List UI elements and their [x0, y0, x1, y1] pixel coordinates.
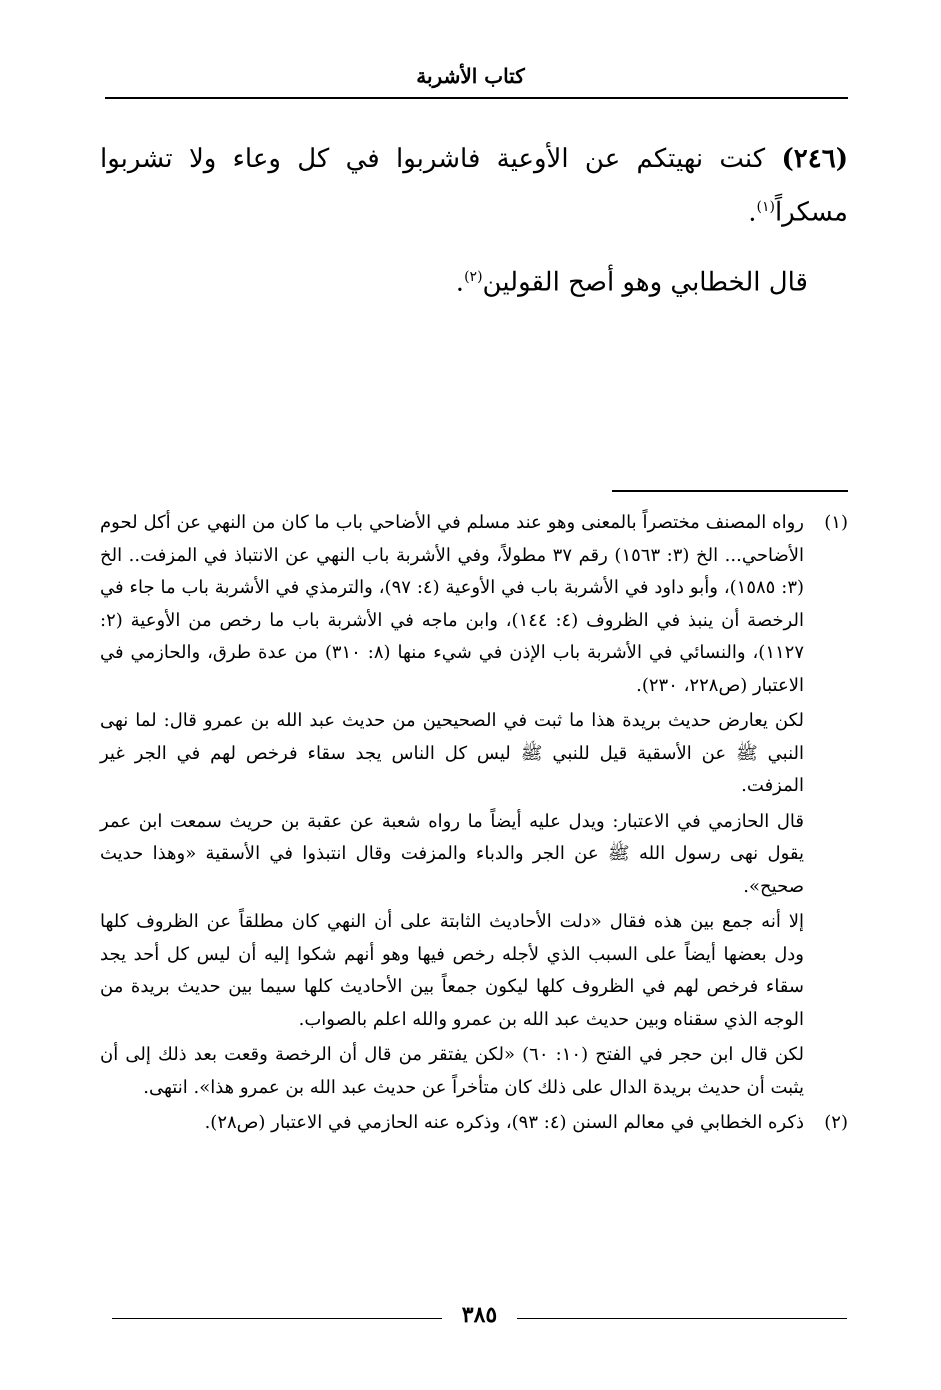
footnote-paragraph: قال الحازمي في الاعتبار: ويدل عليه أيضاً ما رواه شعبة عن عقبة بن حريث سمعت ابن عمر يقول نهى رسول الله ﷺ عن الجر والدباء والمزفت وقال انتبذوا في الأسقية «وهذا حديث صحيح». [100, 810, 804, 897]
footnote-paragraph: ذكره الخطابي في معالم السنن (٤: ٩٣)، وذكره عنه الحازمي في الاعتبار (ص٢٨). [204, 1112, 804, 1133]
footnote-ref-1: (١) [756, 199, 775, 215]
footnote-paragraph: لكن قال ابن حجر في الفتح (١٠: ٦٠) «لكن يفتقر من قال أن الرخصة وقعت بعد ذلك إلى أن يثبت أن حديث بريدة الدال على ذلك كان متأخراً عن حديث عبد الله بن عمرو هذا». انتهى. [100, 1044, 804, 1098]
footnote-body [100, 507, 804, 1107]
footer-rule-left [112, 1318, 442, 1319]
quote-text: قال الخطابي وهو أصح القولين [482, 267, 808, 298]
footnote-number: (١) [824, 512, 848, 533]
page-number: ٣٨٥ [461, 1302, 498, 1328]
quote-paragraph [100, 253, 848, 307]
hadith-number: (٢٤٦) [781, 144, 848, 174]
footnote-number: (٢) [824, 1112, 848, 1133]
footnote-ref-2: (٢) [464, 268, 483, 285]
footnote-separator [612, 490, 848, 492]
running-header-title: كتاب الأشربة [416, 64, 525, 88]
quote-end: . [455, 267, 465, 298]
footnote-1 [100, 507, 848, 1107]
main-text [100, 135, 848, 322]
page-footer [112, 1300, 852, 1330]
footnote-paragraph: رواه المصنف مختصراً بالمعنى وهو عند مسلم في الأضاحي باب ما كان من النهي عن أكل لحوم الأضاحي... الخ (٣: ١٥٦٣) رقم ٣٧ مطولاً، وفي الأشربة باب النهي عن الانتباذ في المزفت.. الخ (٣: ١٥٨٥)، وأبو داود في الأشربة باب في الأوعية (٤: ٩٧)، والترمذي في الأشربة باب ما جاء في الرخصة أن ينبذ في الظروف (٤: ١٤٤)، وابن ماجه في الأشربة باب ما رخص من الأوعية (٢: ١١٢٧)، والنسائي في الأشربة باب الإذن في شيء منها (٨: ٣١٠) من عدة طرق، والحازمي في الاعتبار (ص٢٢٨، ٢٣٠). [100, 512, 805, 696]
hadith-end: . [748, 197, 757, 228]
footer-rule-right [517, 1318, 847, 1319]
hadith-paragraph [100, 135, 848, 237]
footnote-body [100, 1107, 804, 1143]
footnote-paragraph: إلا أنه جمع بين هذه فقال «دلت الأحاديث الثابتة على أن النهي كان مطلقاً عن الظروف كلها ودل بعضها أيضاً على السبب الذي لأجله رخص فيها وهو أنهم شكوا إليه أن ليس كل أحد يجد سقاء فرخص لهم في الظروف كلها ليكون جمعاً بين الأحاديث كلها سيما بين حديث بريدة من الوجه الذي سقناه وبين حديث عبد الله بن عمرو والله اعلم بالصواب. [100, 911, 805, 1030]
footnote-2 [100, 1107, 848, 1143]
footnotes-section [100, 507, 848, 1143]
header-rule [105, 97, 848, 99]
hadith-text: كنت نهيتكم عن الأوعية فاشربوا في كل وعاء ولا تشربوا مسكراً [100, 144, 848, 228]
footnote-paragraph: لكن يعارض حديث بريدة هذا ما ثبت في الصحيحين من حديث عبد الله بن عمرو قال: لما نهى النبي ﷺ عن الأسقية قيل للنبي ﷺ ليس كل الناس يجد سقاء فرخص لهم في الجر غير المزفت. [100, 710, 804, 796]
